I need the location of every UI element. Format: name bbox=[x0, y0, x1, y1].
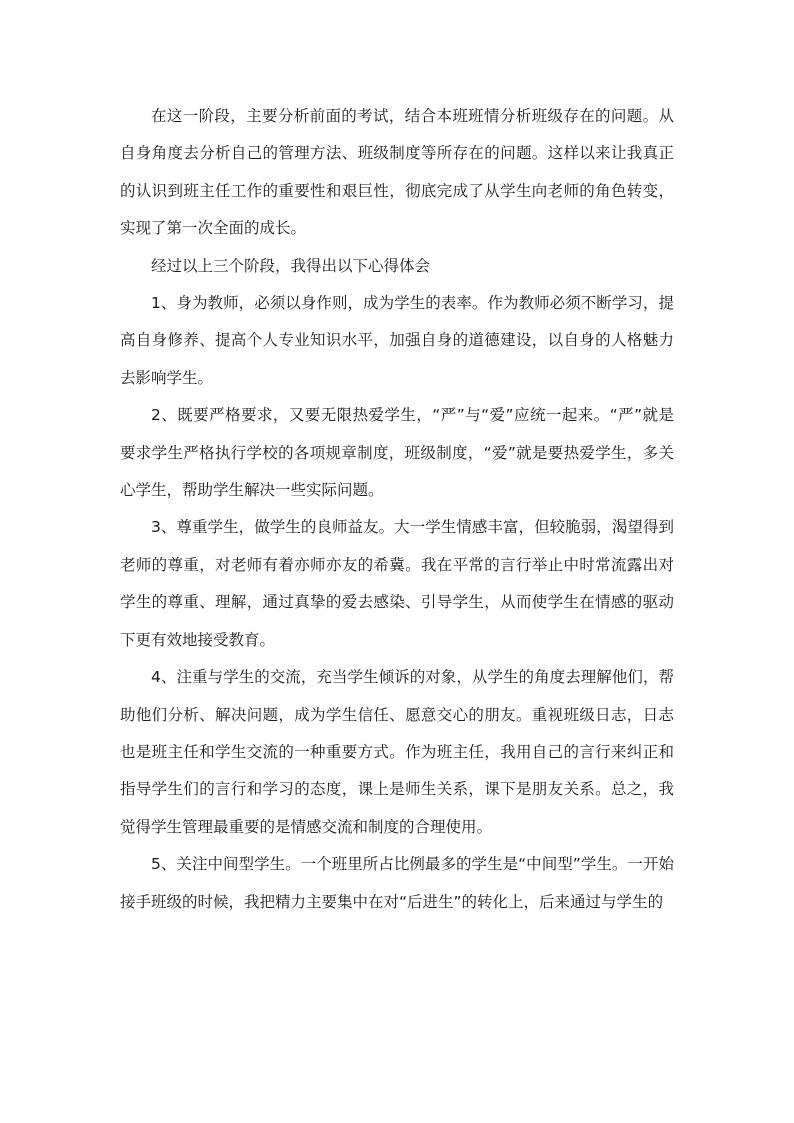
paragraph-point-3: 3、尊重学生，做学生的良师益友。大一学生情感丰富，但较脆弱，渴望得到老师的尊重，对老师有着亦师亦友的希冀。我在平常的言行举止中时常流露出对学生的尊重、理解，通过真挚的爱去感染、引导学生，从而使学生在情感的驱动下更有效地接受教育。 bbox=[120, 518, 674, 649]
paragraph-point-5: 5、关注中间型学生。一个班里所占比例最多的学生是“中间型”学生。一开始接手班级的时候，我把精力主要集中在对“后进生”的转化上，后来通过与学生的 bbox=[120, 855, 674, 911]
paragraph-stage-analysis: 在这一阶段，主要分析前面的考试，结合本班班情分析班级存在的问题。从自身角度去分析自己的管理方法、班级制度等所存在的问题。这样以来让我真正的认识到班主任工作的重要性和艰巨性，彻底完成了从学生向老师的角色转变，实现了第一次全面的成长。 bbox=[120, 107, 674, 238]
paragraph-summary-intro: 经过以上三个阶段，我得出以下心得体会 bbox=[151, 256, 431, 275]
paragraph-point-2: 2、既要严格要求，又要无限热爱学生，“严”与“爱”应统一起来。“严”就是要求学生严格执行学校的各项规章制度，班级制度，“爱”就是要热爱学生，多关心学生，帮助学生解决一些实际问题。 bbox=[120, 406, 674, 500]
document-body bbox=[120, 98, 674, 921]
paragraph-point-4: 4、注重与学生的交流，充当学生倾诉的对象，从学生的角度去理解他们，帮助他们分析、解决问题，成为学生信任、愿意交心的朋友。重视班级日志，日志也是班主任和学生交流的一种重要方式。作为班主任，我用自己的言行来纠正和指导学生们的言行和学习的态度，课上是师生关系，课下是朋友关系。总之，我觉得学生管理最重要的是情感交流和制度的合理使用。 bbox=[120, 668, 674, 836]
paragraph-point-1: 1、身为教师，必须以身作则，成为学生的表率。作为教师必须不断学习，提高自身修养、提高个人专业知识水平，加强自身的道德建设，以自身的人格魅力去影响学生。 bbox=[120, 294, 674, 387]
